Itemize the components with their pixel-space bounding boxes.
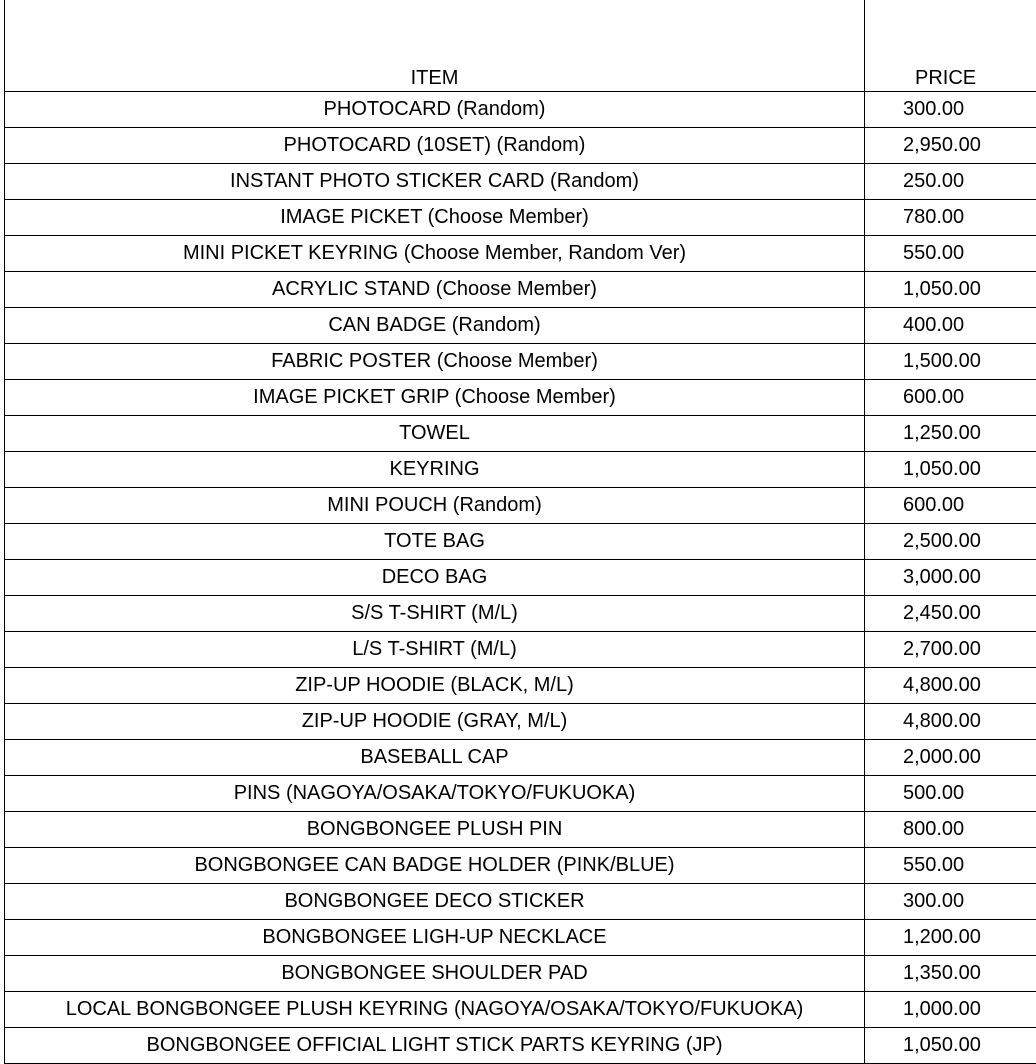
item-name-cell: BONGBONGEE SHOULDER PAD (5, 956, 865, 992)
table-row (5, 164, 1036, 200)
item-price-cell: 600.00 (865, 488, 1036, 524)
item-price-cell: 2,450.00 (865, 596, 1036, 632)
table-row (5, 452, 1036, 488)
item-name-cell: MINI POUCH (Random) (5, 488, 865, 524)
item-name-cell: IMAGE PICKET (Choose Member) (5, 200, 865, 236)
table-row (5, 956, 1036, 992)
item-name-cell: BONGBONGEE PLUSH PIN (5, 812, 865, 848)
table-row (5, 704, 1036, 740)
item-price-cell: 3,000.00 (865, 560, 1036, 596)
table-row (5, 812, 1036, 848)
table-row (5, 92, 1036, 128)
table-row (5, 236, 1036, 272)
item-price-cell: 1,050.00 (865, 1028, 1036, 1064)
item-price-cell: 2,500.00 (865, 524, 1036, 560)
item-price-cell: 1,050.00 (865, 452, 1036, 488)
table-row (5, 884, 1036, 920)
table-row (5, 740, 1036, 776)
item-price-cell: 250.00 (865, 164, 1036, 200)
item-name-cell: L/S T-SHIRT (M/L) (5, 632, 865, 668)
table-row (5, 560, 1036, 596)
item-price-cell: 4,800.00 (865, 704, 1036, 740)
item-name-cell: BONGBONGEE LIGH-UP NECKLACE (5, 920, 865, 956)
table-row (5, 380, 1036, 416)
item-price-cell: 1,350.00 (865, 956, 1036, 992)
item-name-cell: PHOTOCARD (Random) (5, 92, 865, 128)
item-price-cell: 550.00 (865, 848, 1036, 884)
table-row (5, 344, 1036, 380)
item-name-cell: BONGBONGEE DECO STICKER (5, 884, 865, 920)
item-name-cell: TOTE BAG (5, 524, 865, 560)
table-row (5, 308, 1036, 344)
item-name-cell: ZIP-UP HOODIE (GRAY, M/L) (5, 704, 865, 740)
table-row (5, 272, 1036, 308)
item-price-cell: 2,000.00 (865, 740, 1036, 776)
item-name-cell: PHOTOCARD (10SET) (Random) (5, 128, 865, 164)
item-price-cell: 600.00 (865, 380, 1036, 416)
item-price-cell: 1,500.00 (865, 344, 1036, 380)
item-name-cell: BONGBONGEE OFFICIAL LIGHT STICK PARTS KEYRING (JP) (5, 1028, 865, 1064)
item-price-cell: 2,700.00 (865, 632, 1036, 668)
item-price-cell: 4,800.00 (865, 668, 1036, 704)
item-name-cell: KEYRING (5, 452, 865, 488)
price-table-body (5, 0, 1036, 1064)
table-row (5, 920, 1036, 956)
item-price-cell: 1,000.00 (865, 992, 1036, 1028)
item-price-cell: 780.00 (865, 200, 1036, 236)
item-name-cell: IMAGE PICKET GRIP (Choose Member) (5, 380, 865, 416)
item-name-cell: FABRIC POSTER (Choose Member) (5, 344, 865, 380)
table-row (5, 200, 1036, 236)
table-row (5, 992, 1036, 1028)
table-row (5, 1028, 1036, 1064)
item-name-cell: PINS (NAGOYA/OSAKA/TOKYO/FUKUOKA) (5, 776, 865, 812)
table-row (5, 848, 1036, 884)
item-name-cell: BASEBALL CAP (5, 740, 865, 776)
item-column-header: ITEM (5, 0, 865, 92)
table-row (5, 632, 1036, 668)
item-name-cell: ZIP-UP HOODIE (BLACK, M/L) (5, 668, 865, 704)
item-name-cell: MINI PICKET KEYRING (Choose Member, Random Ver) (5, 236, 865, 272)
table-row (5, 668, 1036, 704)
table-row (5, 416, 1036, 452)
item-name-cell: ACRYLIC STAND (Choose Member) (5, 272, 865, 308)
table-row (5, 128, 1036, 164)
item-name-cell: TOWEL (5, 416, 865, 452)
item-price-cell: 300.00 (865, 92, 1036, 128)
item-name-cell: BONGBONGEE CAN BADGE HOLDER (PINK/BLUE) (5, 848, 865, 884)
table-row (5, 488, 1036, 524)
item-price-cell: 1,250.00 (865, 416, 1036, 452)
price-column-header: PRICE (865, 0, 1036, 92)
item-price-cell: 1,050.00 (865, 272, 1036, 308)
item-name-cell: CAN BADGE (Random) (5, 308, 865, 344)
table-header-row (5, 0, 1036, 92)
table-row (5, 524, 1036, 560)
item-price-cell: 300.00 (865, 884, 1036, 920)
item-name-cell: LOCAL BONGBONGEE PLUSH KEYRING (NAGOYA/OSAKA/TOKYO/FUKUOKA) (5, 992, 865, 1028)
item-name-cell: S/S T-SHIRT (M/L) (5, 596, 865, 632)
item-price-cell: 400.00 (865, 308, 1036, 344)
item-price-cell: 1,200.00 (865, 920, 1036, 956)
table-row (5, 776, 1036, 812)
item-price-cell: 800.00 (865, 812, 1036, 848)
item-name-cell: DECO BAG (5, 560, 865, 596)
item-price-cell: 500.00 (865, 776, 1036, 812)
item-price-cell: 2,950.00 (865, 128, 1036, 164)
table-row (5, 596, 1036, 632)
item-name-cell: INSTANT PHOTO STICKER CARD (Random) (5, 164, 865, 200)
item-price-cell: 550.00 (865, 236, 1036, 272)
price-table (4, 0, 1036, 1064)
